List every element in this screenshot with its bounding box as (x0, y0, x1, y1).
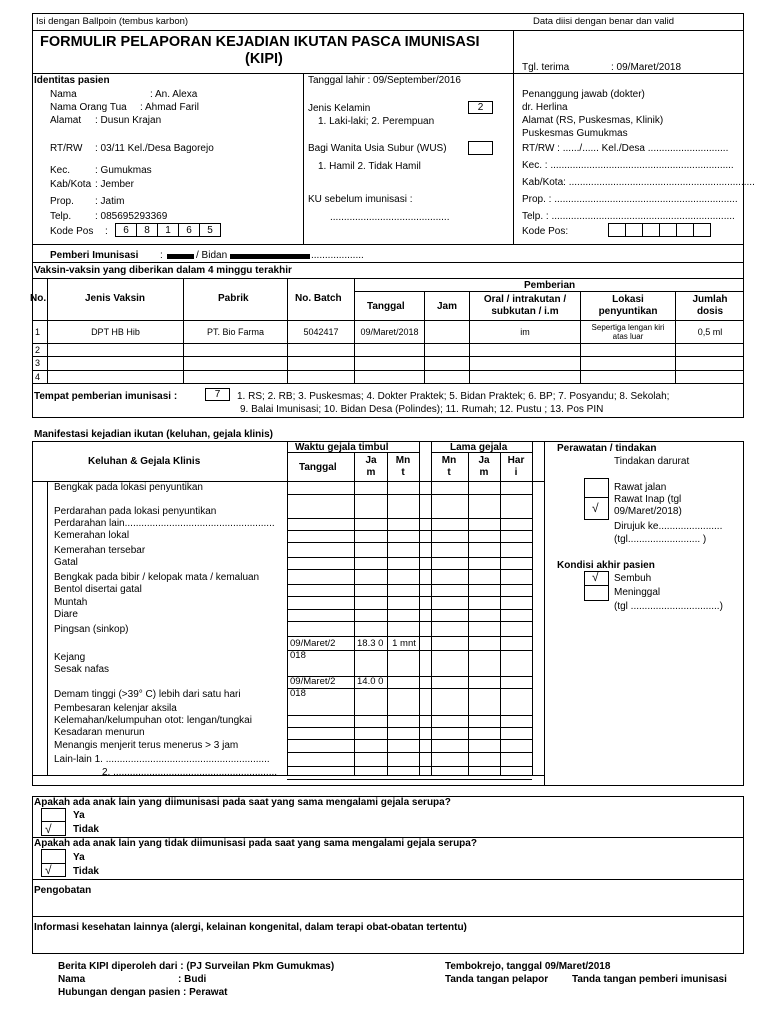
vaccine-cell-route[interactable] (470, 357, 580, 370)
treatment-label: Pengobatan (34, 885, 92, 896)
resp-prop[interactable]: Prop. : .................................................................. (522, 194, 738, 205)
vaccine-cell-no[interactable]: 2 (35, 344, 41, 355)
symptom-label: Perdarahan pada lokasi penyuntikan (54, 506, 217, 517)
symptom-label: Bengkak pada lokasi penyuntikan (54, 482, 203, 493)
recovered-check[interactable]: √ (592, 570, 599, 584)
care-referred: Dirujuk ke....................... (614, 521, 723, 532)
treatment-box (32, 879, 744, 917)
th-batch: No. Batch (295, 293, 342, 304)
vaccine-cell-no[interactable]: 3 (35, 358, 41, 368)
vaccine-cell-dose[interactable] (676, 357, 744, 370)
care-outpatient: Rawat jalan (614, 482, 667, 493)
vaccine-cell-loc[interactable] (581, 344, 675, 356)
care-inpatient: Rawat Inap (tgl 09/Maret/2018) (614, 494, 682, 517)
resp-doctor[interactable]: dr. Herlina (522, 102, 568, 113)
sex-options: 1. Laki-laki; 2. Perempuan (318, 116, 435, 127)
resp-heading: Penanggung jawab (dokter) (522, 89, 645, 100)
report-place-date[interactable]: Tembokrejo, tanggal 09/Maret/2018 (445, 961, 611, 972)
vaccine-cell-time[interactable] (425, 357, 469, 370)
th-onset-min: Mn t (395, 455, 411, 478)
giver-label: Pemberi Imunisasi (50, 250, 139, 261)
vaccine-cell-batch[interactable] (288, 357, 354, 370)
parent-value[interactable]: : Ahmad Faril (140, 102, 199, 113)
sex-value[interactable]: 2 (468, 101, 493, 114)
vaccine-cell-dose[interactable] (676, 344, 744, 356)
prop-label: Prop. (50, 196, 74, 207)
symptom-label: Menangis menjerit terus menerus > 3 jam (54, 740, 239, 751)
wus-label: Bagi Wanita Usia Subur (WUS) (308, 143, 447, 154)
symptom-hour[interactable]: 14.0 0 (357, 676, 384, 687)
vaccine-cell-vaccine[interactable]: DPT HB Hib (91, 326, 140, 337)
th-onset-hour: Ja m (365, 455, 377, 478)
th-location: Lokasi penyuntikan (598, 294, 658, 317)
vaccine-cell-maker[interactable] (184, 344, 287, 356)
vaccine-cell-no[interactable]: 1 (35, 326, 41, 337)
vaccine-cell-time[interactable] (425, 321, 469, 343)
ku-label: KU sebelum imunisasi : (308, 194, 413, 205)
resp-zip: Kode Pos: (522, 226, 569, 237)
top-strip (32, 13, 744, 31)
th-duration-min: Mn t (441, 455, 457, 478)
symptom-date[interactable]: 09/Maret/2 018 (290, 676, 336, 699)
th-time: Jam (437, 301, 458, 312)
zip-digit[interactable]: 6 (178, 223, 200, 237)
vaccine-cell-loc[interactable] (581, 357, 675, 370)
resp-rtrw[interactable]: RT/RW : ....../...... Kel./Desa ............................. (522, 143, 729, 154)
th-duration-hour: Ja m (478, 455, 490, 478)
zip-label: Kode Pos (50, 226, 94, 237)
vaccine-cell-date[interactable] (355, 357, 424, 370)
wus-options: 1. Hamil 2. Tidak Hamil (318, 161, 421, 172)
symptom-label: Bentol disertai gatal (54, 584, 142, 595)
symptom-label: Kelemahan/kelumpuhan otot: lengan/tungkai (54, 715, 252, 726)
redacted-bidan (230, 254, 310, 259)
q1-no: Tidak (73, 824, 99, 835)
giver-dots[interactable]: ................... (311, 250, 364, 261)
prop-value[interactable]: : Jatim (95, 196, 125, 207)
reporter-relation[interactable]: Hubungan dengan pasien : Perawat (58, 987, 228, 998)
kab-value[interactable]: : Jember (95, 179, 134, 190)
ku-dots[interactable]: ........................................... (330, 212, 450, 223)
question-1-text: Apakah ada anak lain yang diimunisasi pada saat yang sama mengalami gejala serupa? (34, 797, 451, 808)
signature-giver[interactable]: Tanda tangan pemberi imunisasi (572, 974, 727, 985)
validity-note: Data diisi dengan benar dan valid (533, 16, 675, 27)
place-options-1: 1. RS; 2. RB; 3. Puskesmas; 4. Dokter Praktek; 5. Bidan Praktek; 6. BP; 7. Posyandu; 8. Sekolah; (237, 391, 670, 402)
report-source[interactable]: Berita KIPI diperoleh dari : (PJ Surveilan Pkm Gumukmas) (58, 961, 335, 972)
q2-no: Tidak (73, 866, 99, 877)
name-value[interactable]: : An. Alexa (150, 89, 198, 100)
q1-no-check[interactable]: √ (45, 822, 52, 836)
symptom-label: Lain-lain 1. ........................................................... (54, 754, 270, 765)
health-info-label: Informasi kesehatan lainnya (alergi, kelainan kongenital, dalam terapi obat-obatan tertentu) (34, 922, 467, 933)
vaccine-cell-dose[interactable]: 0,5 ml (697, 326, 723, 337)
manifest-heading: Manifestasi kejadian ikutan (keluhan, gejala klinis) (34, 429, 273, 440)
zip-digit[interactable]: 5 (199, 223, 221, 237)
th-date: Tanggal (367, 301, 405, 312)
care-emergency: Tindakan darurat (614, 456, 690, 467)
resp-place[interactable]: Puskesmas Gumukmas (522, 128, 628, 139)
zip-code-boxes[interactable] (115, 223, 221, 237)
address-value[interactable]: : Dusun Krajan (95, 115, 162, 126)
inpatient-check[interactable]: √ (592, 501, 599, 515)
vaccine-cell-route[interactable] (470, 344, 580, 356)
rtrw-label: RT/RW (50, 143, 83, 154)
vaccine-cell-batch[interactable] (288, 344, 354, 356)
symptom-label: Kesadaran menurun (54, 727, 145, 738)
wus-box[interactable] (468, 141, 493, 155)
giver-colon: : (160, 250, 163, 261)
telp-value[interactable]: : 085695293369 (95, 211, 168, 222)
vaccine-cell-loc[interactable]: Sepertiga lengan kiri atas luar (591, 323, 665, 341)
place-label: Tempat pemberian imunisasi : (34, 391, 178, 402)
q1-yes: Ya (73, 810, 85, 821)
th-vaccine: Jenis Vaksin (85, 293, 146, 304)
symptom-date[interactable]: 09/Maret/2 018 (290, 638, 336, 661)
zip-digit[interactable]: 1 (157, 223, 179, 237)
sex-label: Jenis Kelamin (308, 103, 371, 114)
symptom-label: Perdarahan lain...................................................... (54, 518, 275, 529)
symptom-label: Muntah (54, 597, 88, 608)
symptom-label: Kejang (54, 652, 86, 663)
giver-box (32, 244, 744, 263)
vaccine-cell-vaccine[interactable] (48, 357, 183, 370)
care-referred-date: (tgl.......................... ) (614, 534, 707, 545)
vaccine-cell-maker[interactable]: PT. Bio Farma (206, 326, 264, 337)
kec-value[interactable]: : Gumukmas (95, 165, 152, 176)
vaccine-cell-date[interactable] (355, 344, 424, 356)
symptom-label: Diare (54, 609, 78, 620)
symptom-hour[interactable]: 18.3 0 (357, 638, 384, 649)
symptom-label: Gatal (54, 557, 78, 568)
vaccine-cell-vaccine[interactable] (48, 344, 183, 356)
resp-kec[interactable]: Kec. : .................................................................. (522, 160, 734, 171)
resp-zip-boxes[interactable] (608, 223, 711, 237)
vaccine-heading: Vaksin-vaksin yang diberikan dalam 4 minggu terakhir (34, 265, 292, 276)
vaccine-cell-maker[interactable] (184, 357, 287, 370)
reporter-name-label: Nama (58, 974, 86, 985)
zip-digit[interactable]: 6 (115, 223, 137, 237)
zip-digit[interactable]: 8 (136, 223, 158, 237)
care-heading: Perawatan / tindakan (557, 443, 657, 454)
symptom-label: Pembesaran kelenjar aksila (54, 703, 177, 714)
symptom-label: Pingsan (sinkop) (54, 624, 129, 635)
th-route: Oral / intrakutan / subkutan / i.m (483, 294, 567, 317)
th-onset: Waktu gejala timbul (295, 442, 389, 453)
received-value: : 09/Maret/2018 (611, 62, 682, 73)
giver-bidan: / Bidan (196, 250, 228, 261)
symptom-label: Kemerahan tersebar (54, 545, 146, 556)
symptom-min[interactable]: 1 mnt (392, 638, 416, 649)
symptom-label: Sesak nafas (54, 664, 110, 675)
resp-telp[interactable]: Telp. : .................................................................. (522, 211, 735, 222)
place-value[interactable]: 7 (205, 388, 230, 401)
rtrw-value[interactable]: : 03/11 Kel./Desa Bagorejo (95, 143, 214, 154)
place-options-2: 9. Balai Imunisasi; 10. Bidan Desa (Polindes); 11. Rumah; 12. Pustu ; 13. Pos PIN (240, 404, 604, 415)
ballpoint-note: Isi dengan Ballpoin (tembus karbon) (36, 16, 189, 27)
th-maker: Pabrik (218, 293, 249, 304)
parent-label: Nama Orang Tua (50, 102, 127, 113)
reporter-name[interactable]: : Budi (178, 974, 207, 985)
final-heading: Kondisi akhir pasien (557, 560, 655, 571)
signature-reporter[interactable]: Tanda tangan pelapor (445, 974, 549, 985)
q2-no-check[interactable]: √ (45, 863, 52, 877)
th-given: Pemberian (524, 280, 576, 291)
final-died-date: (tgl ................................) (614, 601, 723, 612)
zip-colon: : (105, 226, 108, 237)
th-symptoms: Keluhan & Gejala Klinis (88, 456, 201, 467)
address-label: Alamat (50, 115, 82, 126)
final-died: Meninggal (614, 587, 661, 598)
redacted-name (167, 254, 194, 259)
vaccine-cell-date[interactable]: 09/Maret/2018 (360, 326, 419, 337)
vaccine-cell-route[interactable]: im (520, 326, 530, 337)
question-2-text: Apakah ada anak lain yang tidak diimunisasi pada saat yang sama mengalami gejala serupa? (34, 838, 477, 849)
q2-yes: Ya (73, 852, 85, 863)
vaccine-cell-batch[interactable]: 5042417 (303, 326, 339, 337)
name-label: Nama (50, 89, 77, 100)
received-label: Tgl. terima (522, 62, 570, 73)
resp-address-label: Alamat (RS, Puskesmas, Klinik) (522, 115, 664, 126)
symptom-label: Demam tinggi (>39° C) lebih dari satu hari (54, 689, 241, 700)
th-no: No. (30, 293, 47, 304)
form-subtitle: (KIPI) (245, 51, 283, 67)
dob[interactable]: Tanggal lahir : 09/September/2016 (308, 75, 461, 86)
th-duration: Lama gejala (450, 442, 508, 453)
kab-label: Kab/Kota (50, 179, 92, 190)
vaccine-cell-no[interactable]: 4 (35, 372, 41, 382)
kec-label: Kec. (50, 165, 71, 176)
symptom-label: 2. ........................................................... (102, 767, 278, 778)
symptom-label: Bengkak pada bibir / kelopak mata / kemaluan (54, 572, 260, 583)
symptom-label: Kemerahan lokal (54, 530, 130, 541)
th-duration-day: Har i (507, 455, 525, 478)
telp-label: Telp. (50, 211, 72, 222)
form-title: FORMULIR PELAPORAN KEJADIAN IKUTAN PASCA IMUNISASI (40, 34, 480, 50)
patient-heading: Identitas pasien (34, 75, 110, 86)
final-recovered: Sembuh (614, 573, 652, 584)
th-onset-date: Tanggal (299, 462, 337, 473)
th-dose: Jumlah dosis (692, 294, 728, 317)
resp-kab[interactable]: Kab/Kota: ................................................................... (522, 177, 755, 188)
vaccine-cell-time[interactable] (425, 344, 469, 356)
